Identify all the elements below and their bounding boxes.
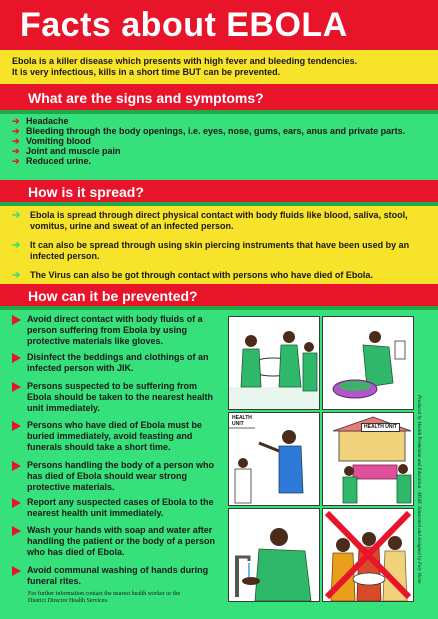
prevention-item — [0, 525, 222, 558]
prevention-heading-text: How can it be prevented? — [28, 288, 198, 304]
triangle-bullet-icon — [12, 382, 21, 392]
prevention-text: Avoid communal washing of hands during funeral rites. — [27, 565, 209, 586]
spread-item — [0, 210, 438, 232]
symptom-item — [0, 146, 438, 156]
triangle-bullet-icon — [12, 353, 21, 363]
triangle-bullet-icon — [12, 526, 21, 536]
intro-text — [0, 50, 438, 84]
signs-heading — [0, 84, 438, 114]
spread-heading-text: How is it spread? — [28, 184, 144, 200]
symptom-item — [0, 136, 438, 146]
illustration-health-unit-referral — [228, 412, 320, 506]
illustration-disinfect — [322, 316, 414, 410]
spread-text: It can also be spread through using skin piercing instruments that have been used by an infected person. — [30, 240, 410, 261]
illustration-gloves — [228, 316, 320, 410]
prevention-text: Disinfect the beddings and clothings of an infected person with JIK. — [27, 352, 209, 373]
arrow-right-icon: ➔ — [12, 146, 20, 156]
prevention-text: Persons suspected to be suffering from Ebola should be taken to the nearest health unit immediately. — [27, 381, 214, 413]
arrow-right-icon: ➔ — [12, 136, 20, 146]
symptom-text: Joint and muscle pain — [26, 146, 121, 156]
intro-line-2: It is very infectious, kills in a short time BUT can be prevented. — [12, 67, 281, 77]
spread-text: The Virus can also be got through contact with persons who have died of Ebola. — [30, 270, 373, 280]
prevention-item — [0, 352, 222, 374]
symptom-text: Headache — [26, 116, 69, 126]
prevention-heading — [0, 284, 438, 310]
illustration-handwashing — [228, 508, 320, 602]
arrow-right-icon: ➔ — [12, 270, 21, 281]
illustration-communal-washing-crossed — [322, 508, 414, 602]
footer-line-2: District Director Health Services. — [28, 598, 109, 604]
prevention-item — [0, 420, 222, 453]
spread-list — [0, 206, 438, 284]
arrow-right-icon: ➔ — [12, 156, 20, 166]
health-unit-sign-2: HEALTH UNIT — [361, 423, 400, 432]
prevention-item — [0, 460, 222, 493]
arrow-right-icon: ➔ — [12, 126, 20, 136]
prevention-item — [0, 381, 222, 414]
triangle-bullet-icon — [12, 461, 21, 471]
triangle-bullet-icon — [12, 498, 21, 508]
health-unit-sign-1: HEALTH UNIT — [232, 415, 252, 427]
arrow-right-icon: ➔ — [12, 116, 20, 126]
symptom-item — [0, 126, 438, 136]
symptom-text: Reduced urine. — [26, 156, 92, 166]
prevention-text: Wash your hands with soap and water after handling the patient or the body of a person who has died of Ebola. — [27, 525, 216, 557]
signs-list — [0, 114, 438, 180]
prevention-text: Report any suspected cases of Ebola to the nearest health unit immediately. — [27, 497, 214, 518]
footer-note — [28, 591, 180, 605]
symptom-item — [0, 156, 438, 166]
spread-item — [0, 270, 438, 281]
spread-heading — [0, 180, 438, 206]
prevention-item — [0, 565, 222, 587]
triangle-bullet-icon — [12, 315, 21, 325]
page-title: Facts about EBOLA — [0, 0, 438, 50]
symptom-text: Vomiting blood — [26, 136, 91, 146]
illustration-burial — [322, 412, 414, 506]
signs-heading-text: What are the signs and symptoms? — [28, 90, 264, 106]
prevention-text: Avoid direct contact with body fluids of a person suffering from Ebola by using protective materials like gloves. — [27, 314, 203, 346]
prevention-item — [0, 314, 222, 347]
prevention-text: Persons handling the body of a person who has died of Ebola should wear strong protective materials. — [27, 460, 215, 492]
symptom-item — [0, 116, 438, 126]
prevention-text: Persons who have died of Ebola must be buried immediately, avoid feasting and funerals should take a short time. — [27, 420, 203, 452]
credit-text: Produced by Health Promotion and Education - MOH. Illustrated and designed by Fely Victor — [416, 395, 421, 585]
intro-line-1: Ebola is a killer disease which presents with high fever and bleeding tendencies. — [12, 56, 358, 66]
triangle-bullet-icon — [12, 566, 21, 576]
spread-item — [0, 240, 438, 262]
arrow-right-icon: ➔ — [12, 210, 21, 221]
credit-text-container — [412, 395, 422, 605]
footer-line-1: For further information contact the nearest health worker or the — [28, 591, 181, 597]
prevention-item — [0, 497, 222, 519]
arrow-right-icon: ➔ — [12, 240, 21, 251]
symptom-text: Bleeding through the body openings, i.e. eyes, nose, gums, ears, anus and private parts. — [26, 126, 406, 136]
spread-text: Ebola is spread through direct physical contact with body fluids like blood, saliva, stool, vomitus, urine and sweat of an infected person. — [30, 210, 408, 231]
triangle-bullet-icon — [12, 421, 21, 431]
